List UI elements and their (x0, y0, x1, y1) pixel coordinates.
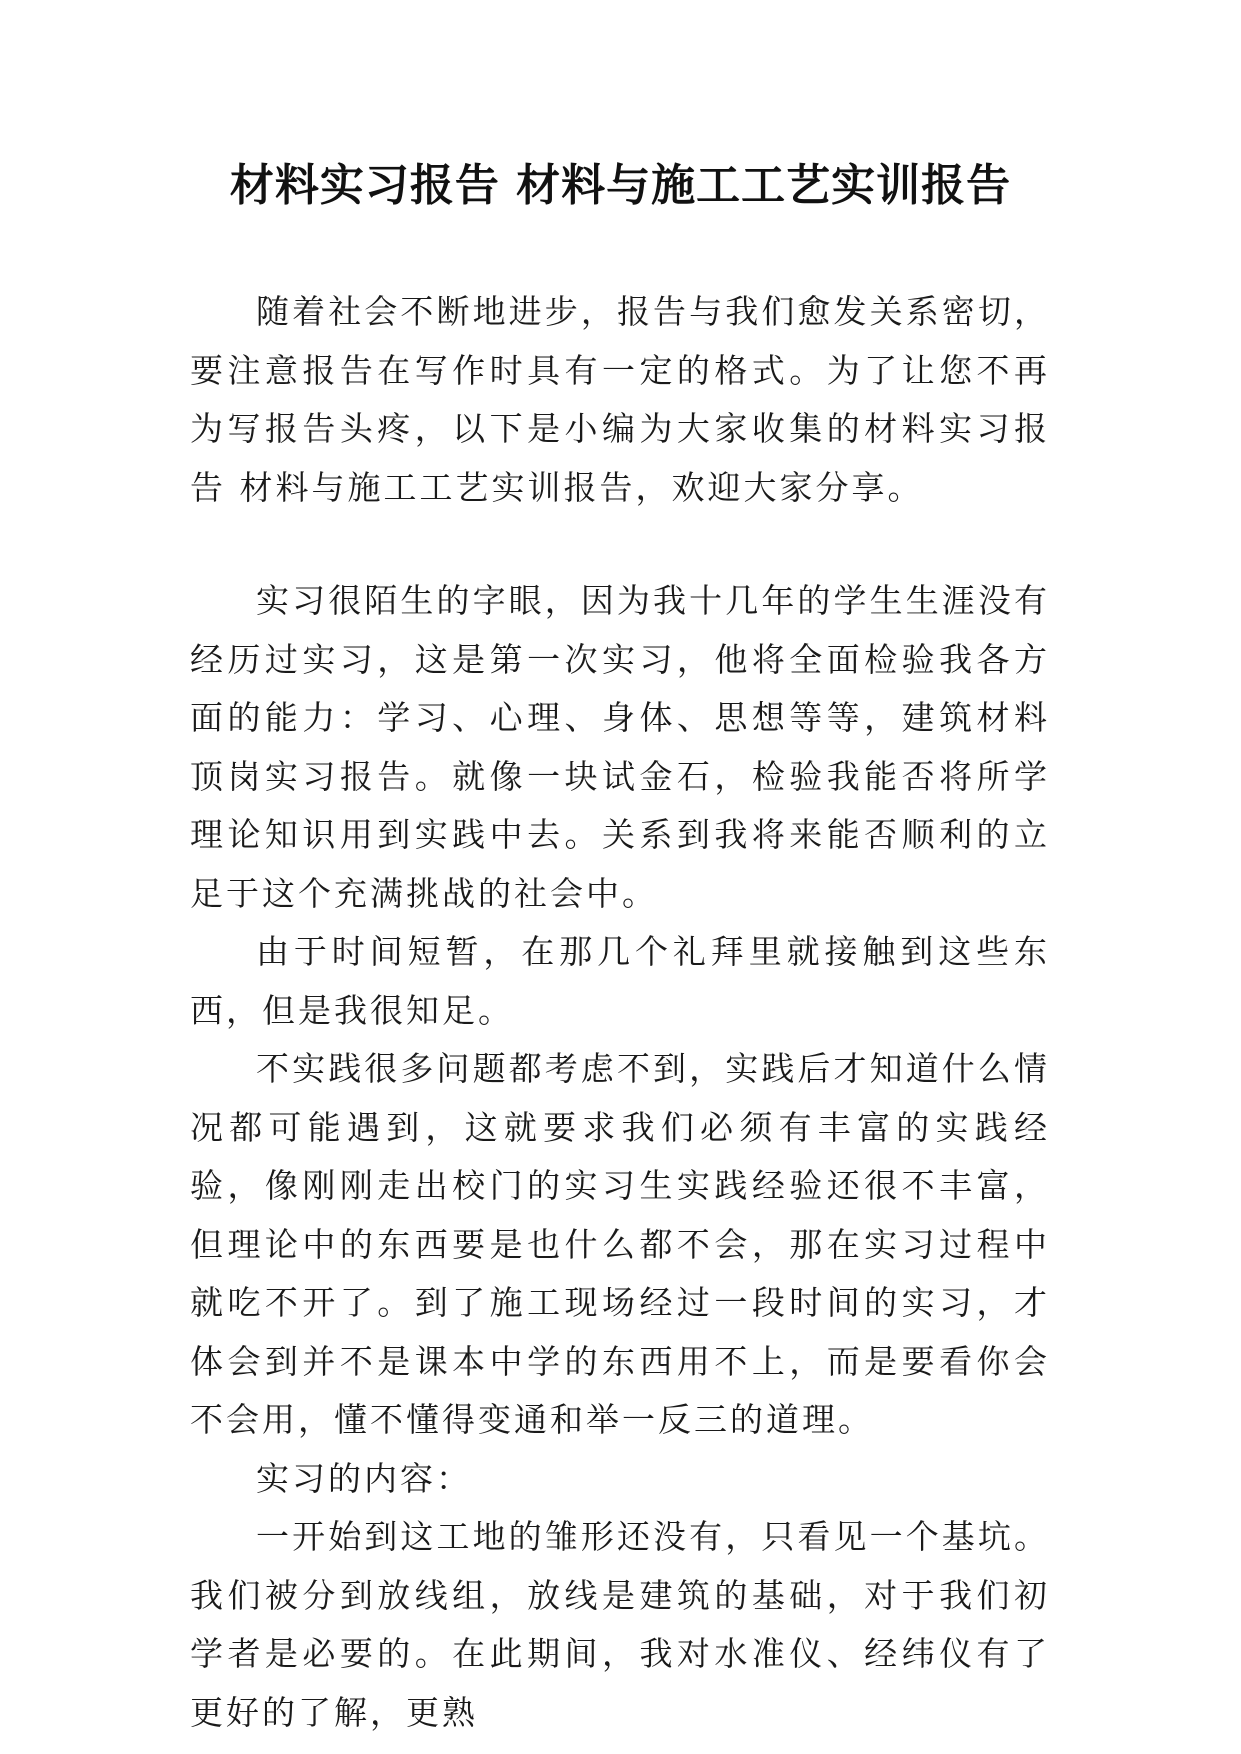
body-paragraph: 由于时间短暂，在那几个礼拜里就接触到这些东西，但是我很知足。 (190, 932, 1050, 1030)
section-heading: 实习的内容： (256, 1458, 472, 1498)
intro-section (190, 283, 1050, 517)
body-paragraph: 不实践很多问题都考虑不到，实践后才知道什么情况都可能遇到，这就要求我们必须有丰富的实践经验，像刚刚走出校门的实习生实践经验还很不丰富，但理论中的东西要是也什么都不会，那在实习过程中就吃不开了。到了施工现场经过一段时间的实习，才体会到并不是课本中学的东西用不上，而是要看你会不会用，懂不懂得变通和举一反三的道理。 (190, 1049, 1050, 1439)
main-section (190, 572, 1050, 1742)
intro-paragraph: 随着社会不断地进步，报告与我们愈发关系密切，要注意报告在写作时具有一定的格式。为了让您不再为写报告头疼，以下是小编为大家收集的材料实习报告 材料与施工工艺实训报告，欢迎大家分享。 (190, 292, 1050, 507)
body-paragraph: 一开始到这工地的雏形还没有，只看见一个基坑。我们被分到放线组，放线是建筑的基础，对于我们初学者是必要的。在此期间，我对水准仪、经纬仪有了更好的了解，更熟 (190, 1517, 1050, 1732)
document-title: 材料实习报告 材料与施工工艺实训报告 (229, 160, 1012, 211)
body-paragraph: 实习很陌生的字眼，因为我十几年的学生生涯没有经历过实习，这是第一次实习，他将全面检验我各方面的能力：学习、心理、身体、思想等等，建筑材料顶岗实习报告。就像一块试金石，检验我能否将所学理论知识用到实践中去。关系到我将来能否顺利的立足于这个充满挑战的社会中。 (190, 581, 1050, 913)
